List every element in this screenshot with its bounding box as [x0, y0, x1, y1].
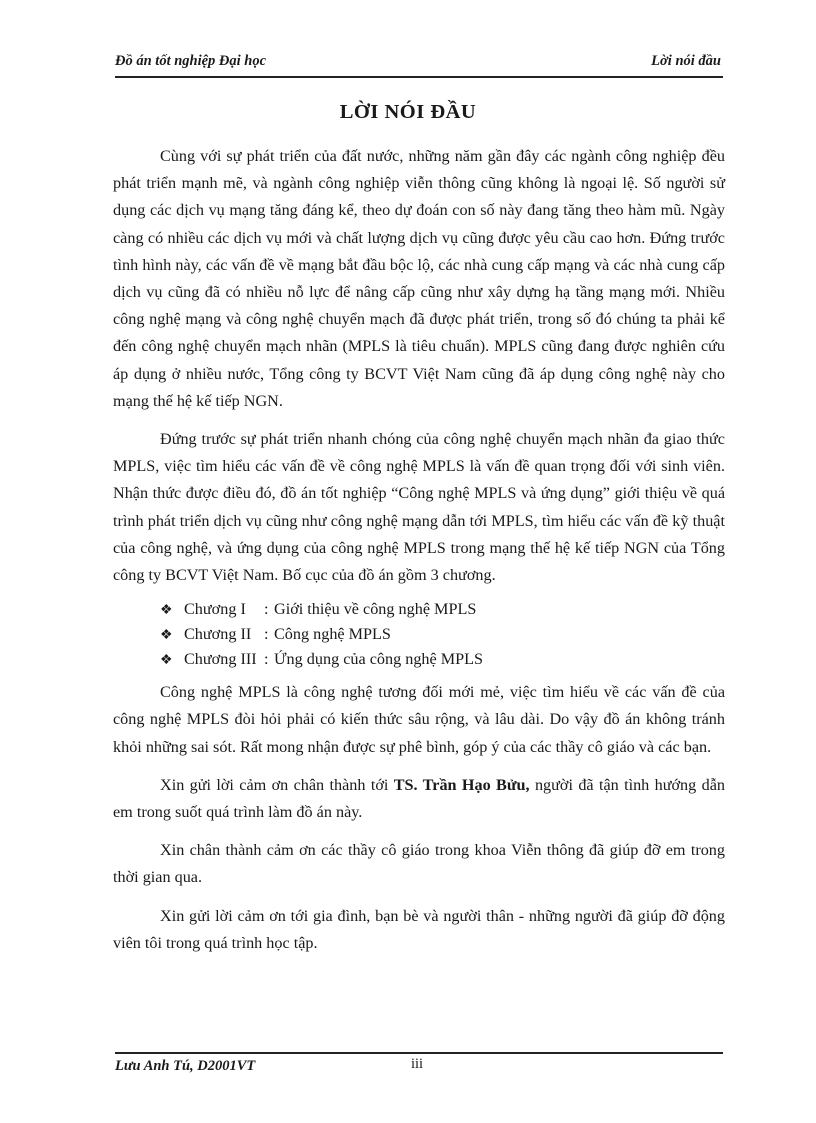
page-title: LỜI NÓI ĐẦU: [339, 101, 477, 123]
chapter-item: [113, 647, 725, 672]
chapter-list: [113, 597, 725, 672]
chapter-separator: :: [264, 650, 269, 669]
page-number: iii: [411, 1056, 424, 1072]
document-type: Đồ án tốt nghiệp Đại học: [115, 53, 267, 69]
chapter-name: Công nghệ MPLS: [274, 625, 391, 644]
chapter-separator: :: [264, 600, 269, 619]
chapter-name: Giới thiệu về công nghệ MPLS: [274, 600, 477, 619]
chapter-separator: :: [264, 625, 269, 644]
advisor-name: TS. Trần Hạo Bửu,: [393, 775, 530, 794]
chapter-number: Chương III: [184, 650, 257, 669]
ack-text-before: Xin gửi lời cảm ơn chân thành tới: [160, 775, 394, 794]
paragraph-intro: Cùng với sự phát triển của đất nước, những năm gần đây các ngành công nghiệp đều phát triển mạnh mẽ, và ngành công nghiệp viễn thông cũng không là ngoại lệ. Số người sử dụng các dịch vụ mạng tăng đáng kể, theo dự đoán con số này đang tăng theo hàm mũ. Ngày càng có nhiều các dịch vụ mới và chất lượng dịch vụ cũng được yêu cầu cao hơn. Đứng trước tình hình này, các vấn đề về mạng bắt đầu bộc lộ, các nhà cung cấp mạng và các nhà cung cấp dịch vụ cũng đã có nhiều nỗ lực để nâng cấp cũng như xây dựng hạ tầng mạng mới. Nhiều công nghệ mạng và công nghệ chuyển mạch đã được phát triển, trong số đó chúng ta phải kể đến công nghệ chuyển mạch nhãn (MPLS là tiêu chuẩn). MPLS cũng đang được nghiên cứu áp dụng ở nhiều nước, Tổng công ty BCVT Việt Nam cũng đã áp dụng công nghệ này cho mạng thế hệ kế tiếp NGN.: [113, 147, 725, 410]
document-body: [113, 143, 725, 957]
diamond-bullet-icon: ❖: [160, 653, 173, 669]
author-name: Lưu Anh Tú, D2001VT: [115, 1058, 256, 1074]
paragraph-disclaimer: Công nghệ MPLS là công nghệ tương đối mới mẻ, việc tìm hiểu về các vấn đề của công nghệ MPLS đòi hỏi phải có kiến thức sâu rộng, và lâu dài. Do vậy đồ án không tránh khỏi những sai sót. Rất mong nhận được sự phê bình, góp ý của các thầy cô giáo và các bạn.: [113, 683, 725, 756]
paragraph-acknowledgement-faculty: Xin chân thành cảm ơn các thầy cô giáo trong khoa Viễn thông đã giúp đỡ em trong thời gian qua.: [113, 841, 725, 887]
chapter-number: Chương II: [184, 625, 252, 644]
paragraph-overview: Đứng trước sự phát triển nhanh chóng của công nghệ chuyển mạch nhãn đa giao thức MPLS, việc tìm hiểu các vấn đề về công nghệ MPLS là vấn đề quan trọng đối với sinh viên. Nhận thức được điều đó, đồ án tốt nghiệp “Công nghệ MPLS và ứng dụng” giới thiệu về quá trình phát triển dịch vụ cũng như công nghệ mạng dẫn tới MPLS, tìm hiểu các vấn đề kỹ thuật của công nghệ, và ứng dụng của công nghệ MPLS trong mạng thế hệ kế tiếp NGN của Tổng công ty BCVT Việt Nam. Bố cục của đồ án gồm 3 chương.: [113, 430, 725, 585]
diamond-bullet-icon: ❖: [160, 603, 173, 619]
page-header: [115, 48, 723, 78]
paragraph-acknowledgement-advisor: [113, 772, 725, 826]
section-name: Lời nói đầu: [651, 53, 721, 69]
paragraph-acknowledgement-family: Xin gửi lời cảm ơn tới gia đình, bạn bè và người thân - những người đã giúp đỡ động viên tôi trong quá trình học tập.: [113, 906, 725, 952]
chapter-number: Chương I: [184, 600, 246, 619]
chapter-item: [113, 597, 725, 622]
ack-text-after: người đã tận tình hướng dẫn em trong suốt quá trình làm đồ án này.: [113, 775, 725, 822]
chapter-item: [113, 622, 725, 647]
page-footer: [115, 1052, 723, 1082]
diamond-bullet-icon: ❖: [160, 628, 173, 644]
chapter-name: Ứng dụng của công nghệ MPLS: [274, 650, 484, 669]
